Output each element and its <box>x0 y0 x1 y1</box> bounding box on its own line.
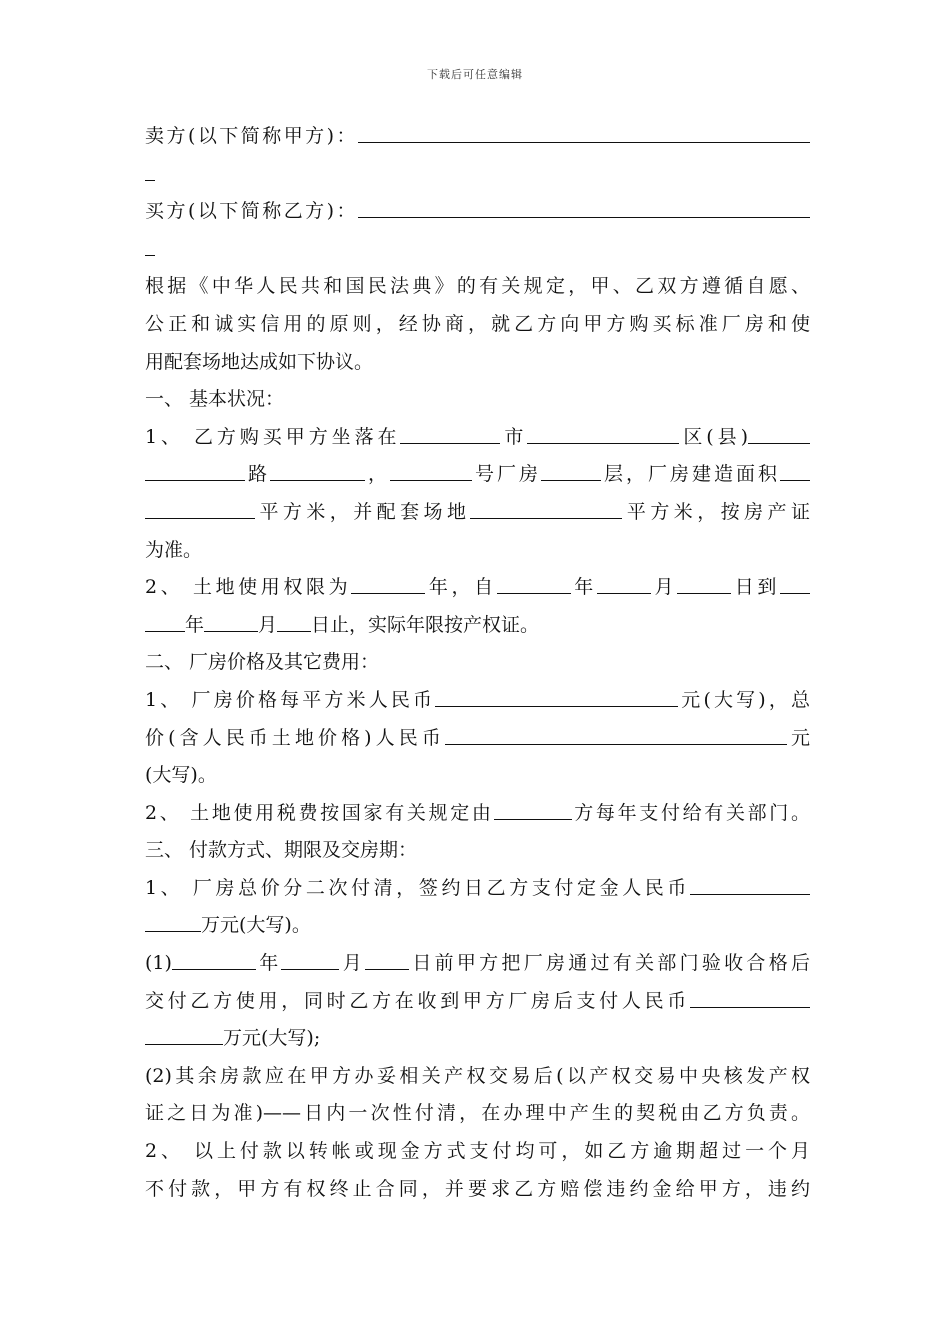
buyer-blank-cont <box>145 233 155 256</box>
clause-3-2-line-2: 不付款，甲方有权终止合同，并要求乙方赔偿违约金给甲方，违约 <box>145 1177 810 1200</box>
clause-3-1-1-line-1: (1) 年 月 日前甲方把厂房通过有关部门验收合格后 <box>145 945 810 983</box>
seller-line-cont <box>145 156 810 194</box>
preamble-line-3: 用配套场地达成如下协议。 <box>145 350 374 373</box>
buyer-label: 买方(以下简称乙方)： <box>145 200 358 223</box>
clause-2-1-line-2: 价(含人民币土地价格)人民币 元 <box>145 720 810 758</box>
section-2-heading: 二、 厂房价格及其它费用： <box>145 651 380 674</box>
clause-2-1-line-1: 1、 厂房价格每平方米人民币 元(大写)，总 <box>145 682 810 720</box>
clause-1-2-line-2: 年 月 日止，实际年限按产权证。 <box>145 607 810 645</box>
preamble-line-1: 根据《中华人民共和国民法典》的有关规定，甲、乙双方遵循自愿、 <box>145 275 810 298</box>
clause-3-1-2-line-1: (2)其余房款应在甲方办妥相关产权交易后(以产权交易中央核发产权 <box>145 1064 810 1087</box>
clause-3-2-line-1: 2、 以上付款以转帐或现金方式支付均可，如乙方逾期超过一个月 <box>145 1140 810 1163</box>
clause-1-1-line-4: 为准。 <box>145 538 203 561</box>
buyer-line <box>145 193 810 231</box>
page-header-note: 下载后可任意编辑 <box>427 68 523 81</box>
buyer-blank <box>358 195 810 218</box>
seller-label: 卖方(以下简称甲方)： <box>145 125 358 147</box>
clause-2-2-line-1: 2、 土地使用税费按国家有关规定由 方每年支付给有关部门。 <box>145 795 810 833</box>
clause-2-1-line-3: (大写)。 <box>145 764 217 787</box>
seller-blank <box>358 120 810 143</box>
clause-3-1-2-line-2: 证之日为准)——日内一次性付清，在办理中产生的契税由乙方负责。 <box>145 1102 810 1125</box>
preamble-line-2: 公正和诚实信用的原则，经协商，就乙方向甲方购买标准厂房和使 <box>145 312 810 335</box>
clause-3-1-line-2: 万元(大写)。 <box>145 907 810 945</box>
clause-3-1-1-line-2: 交付乙方使用，同时乙方在收到甲方厂房后支付人民币 <box>145 983 810 1021</box>
clause-1-1-line-3: 平方米，并配套场地 平方米，按房产证 <box>145 494 810 532</box>
section-3-heading: 三、 付款方式、期限及交房期： <box>145 839 418 862</box>
clause-1-1-line-2: 路 ， 号厂房 层，厂房建造面积 <box>145 456 810 494</box>
seller-blank-cont <box>145 158 155 181</box>
contract-body <box>145 118 810 1208</box>
section-1-heading: 一、 基本状况： <box>145 388 285 411</box>
clause-1-1-line-1: 1、 乙方购买甲方坐落在 市 区(县) <box>145 419 810 457</box>
seller-line <box>145 118 810 156</box>
clause-1-2-line-1: 2、 土地使用权限为 年，自 年 月 日到 <box>145 569 810 607</box>
clause-3-1-1-line-3: 万元(大写); <box>145 1020 810 1058</box>
clause-3-1-line-1: 1、 厂房总价分二次付清，签约日乙方支付定金人民币 <box>145 870 810 908</box>
buyer-line-cont <box>145 231 810 269</box>
